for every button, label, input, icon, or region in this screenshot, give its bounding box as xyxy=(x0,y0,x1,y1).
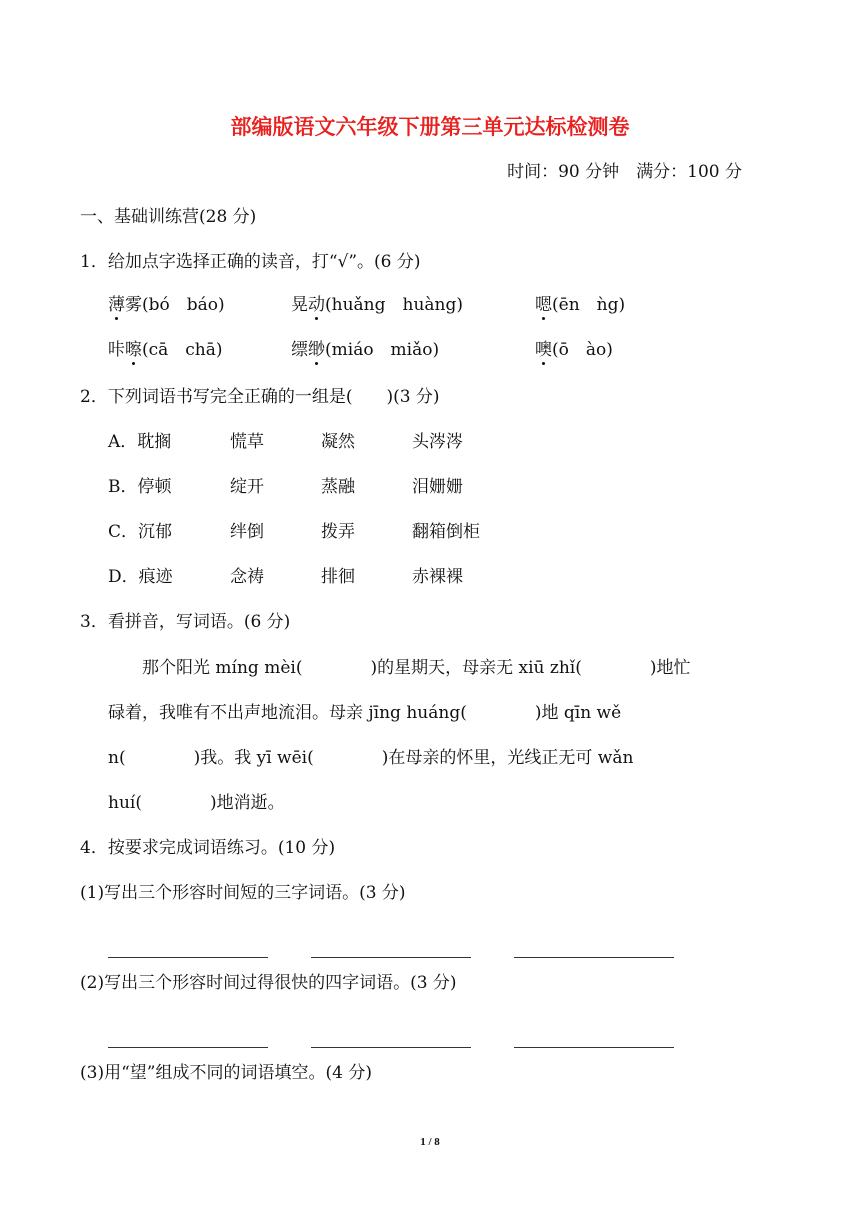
question-3-stem: 3．看拼音，写词语。(6 分) xyxy=(80,612,291,632)
answer-blank[interactable] xyxy=(108,1032,268,1054)
q4-sub3: (3)用“望”组成不同的词语填空。(4 分) xyxy=(80,1063,372,1083)
option-d-word: 念祷 xyxy=(230,567,264,587)
option-c-word: 绊倒 xyxy=(230,522,264,542)
q3-passage-line: 那个阳光 míng mèi( )的星期天，母亲无 xiū zhǐ( )地忙 xyxy=(108,658,691,678)
option-c: C．沉郁 xyxy=(108,522,173,542)
question-2-stem: 2．下列词语书写完全正确的一组是( )(3 分) xyxy=(80,387,440,407)
answer-blank[interactable] xyxy=(108,942,268,964)
q3-passage-line: 碌着，我唯有不出声地流泪。母亲 jīng huáng( )地 qīn wě xyxy=(108,703,622,723)
option-d-word: 排徊 xyxy=(321,567,355,587)
q1-item: 缥缈(miáo miǎo) xyxy=(291,340,440,360)
question-1-stem: 1．给加点字选择正确的读音，打“√”。(6 分) xyxy=(80,252,421,272)
option-a-word: 头涔涔 xyxy=(412,432,463,452)
page-number: 1 / 8 xyxy=(420,1136,440,1148)
q4-sub1: (1)写出三个形容时间短的三字词语。(3 分) xyxy=(80,883,406,903)
page-title: 部编版语文六年级下册第三单元达标检测卷 xyxy=(230,114,630,139)
option-b: B．停顿 xyxy=(108,477,172,497)
time-info: 时间：90 分钟 满分：100 分 xyxy=(507,162,742,182)
option-c-word: 拨弄 xyxy=(321,522,355,542)
q1-item: 嗯(ēn ǹg) xyxy=(535,295,626,315)
section-heading: 一、基础训练营(28 分) xyxy=(80,207,257,227)
option-a-word: 慌草 xyxy=(230,432,264,452)
option-a-word: 凝然 xyxy=(321,432,355,452)
answer-blank[interactable] xyxy=(311,942,471,964)
option-d: D．痕迹 xyxy=(108,567,173,587)
option-b-word: 蒸融 xyxy=(321,477,355,497)
q4-sub2: (2)写出三个形容时间过得很快的四字词语。(3 分) xyxy=(80,973,457,993)
q3-passage-line: huí( )地消逝。 xyxy=(108,793,285,813)
q1-item: 晃动(huǎng huàng) xyxy=(291,295,463,315)
option-d-word: 赤裸裸 xyxy=(412,567,463,587)
answer-blank[interactable] xyxy=(514,1032,674,1054)
q1-item: 咔嚓(cā chā) xyxy=(108,340,223,360)
q1-item: 薄雾(bó báo) xyxy=(108,295,225,315)
option-b-word: 泪姗姗 xyxy=(412,477,463,497)
option-a: A．耽搁 xyxy=(108,432,172,452)
q3-passage-line: n( )我。我 yī wēi( )在母亲的怀里，光线正无可 wǎn xyxy=(108,748,634,768)
option-c-word: 翻箱倒柜 xyxy=(412,522,480,542)
option-b-word: 绽开 xyxy=(230,477,264,497)
answer-blank[interactable] xyxy=(311,1032,471,1054)
q1-item: 噢(ō ào) xyxy=(535,340,613,360)
answer-blank[interactable] xyxy=(514,942,674,964)
question-4-stem: 4．按要求完成词语练习。(10 分) xyxy=(80,838,336,858)
